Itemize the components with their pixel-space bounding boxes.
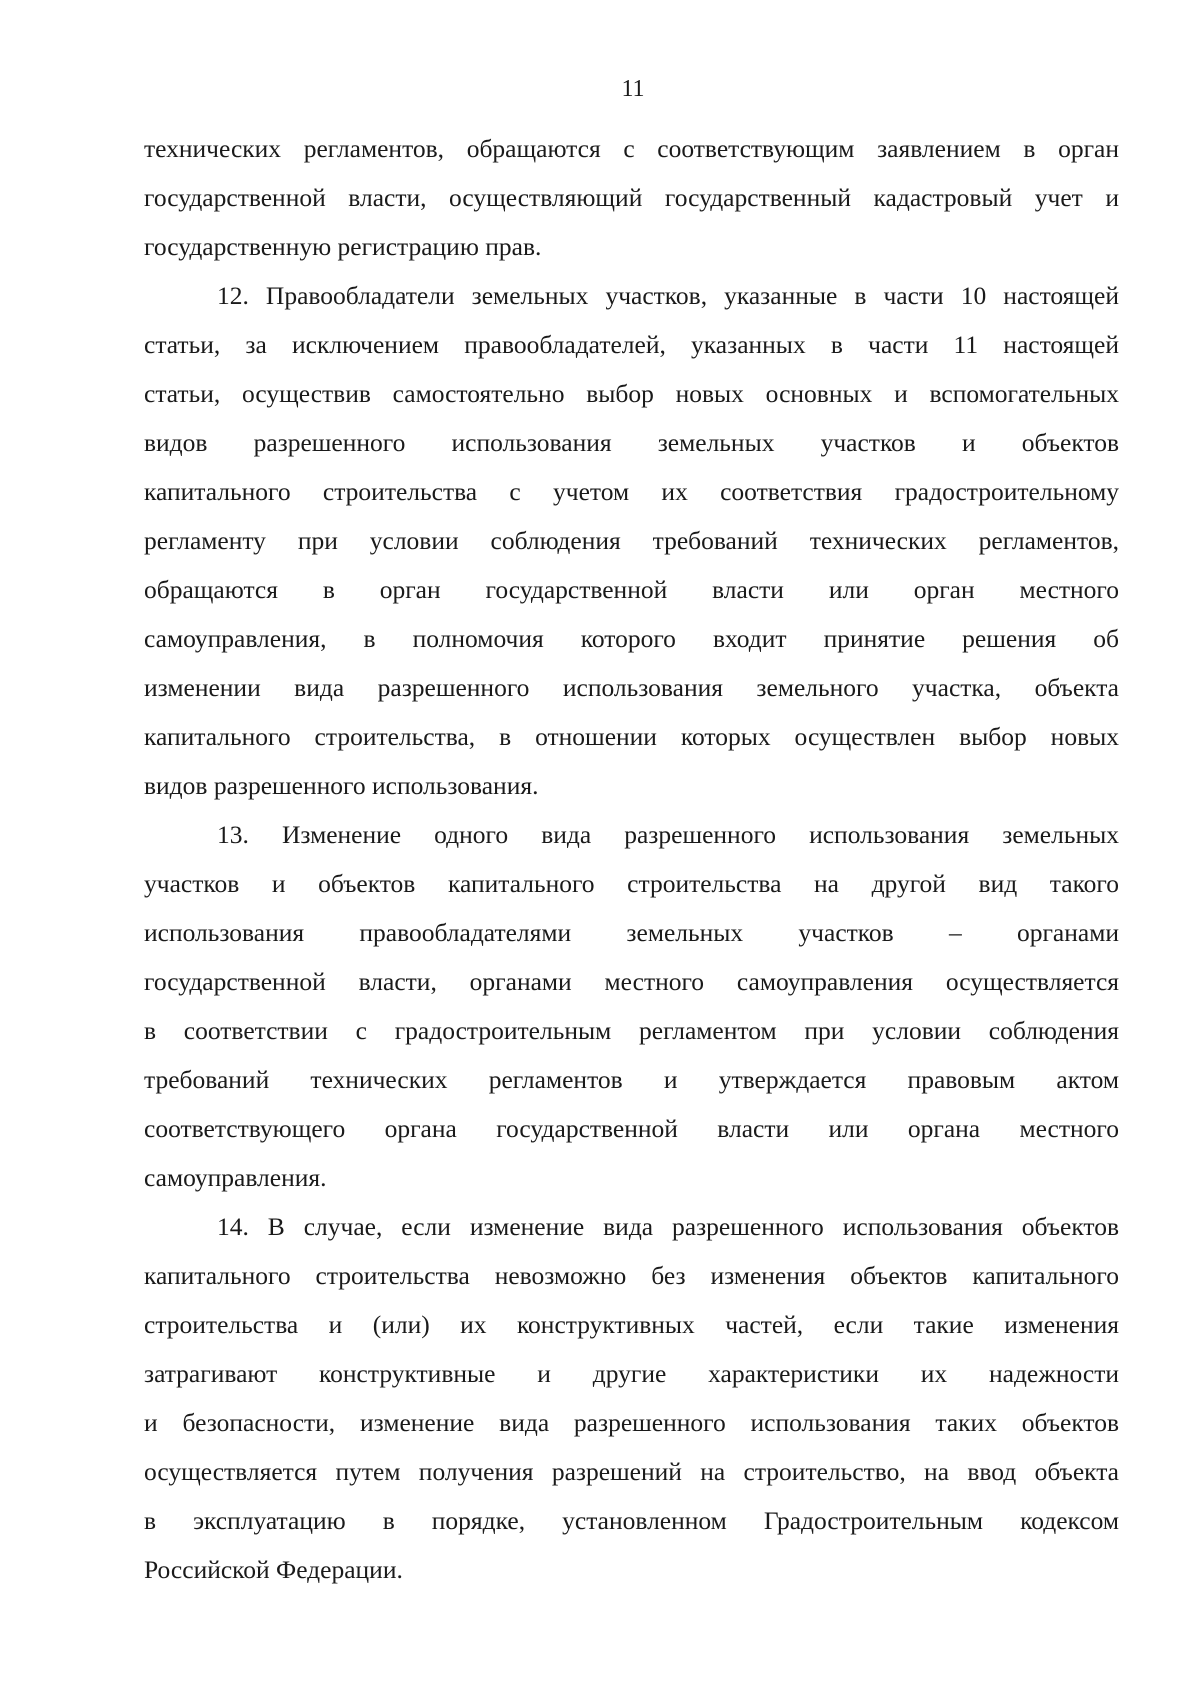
text-line: капитального строительства, в отношении которых осуществлен выбор новых: [144, 722, 1119, 751]
text-line: в эксплуатацию в порядке, установленном Градостроительным кодексом: [144, 1506, 1119, 1535]
document-body: [144, 124, 1119, 1594]
text-line: государственную регистрацию прав.: [144, 232, 542, 261]
text-line: 12. Правообладатели земельных участков, указанные в части 10 настоящей: [217, 281, 1119, 310]
text-line: самоуправления.: [144, 1163, 327, 1192]
paragraph-item-12: [144, 271, 1119, 810]
text-line: технических регламентов, обращаются с соответствующим заявлением в орган: [144, 134, 1119, 163]
text-line: участков и объектов капитального строительства на другой вид такого: [144, 869, 1119, 898]
text-line: регламенту при условии соблюдения требований технических регламентов,: [144, 526, 1119, 555]
text-line: и безопасности, изменение вида разрешенного использования таких объектов: [144, 1408, 1119, 1437]
paragraph-continuation: [144, 124, 1119, 271]
page-number: 11: [621, 76, 645, 102]
text-line: обращаются в орган государственной власти или орган местного: [144, 575, 1119, 604]
text-line: видов разрешенного использования земельных участков и объектов: [144, 428, 1119, 457]
text-line: 13. Изменение одного вида разрешенного использования земельных: [217, 820, 1119, 849]
text-line: государственной власти, органами местного самоуправления осуществляется: [144, 967, 1119, 996]
text-line: видов разрешенного использования.: [144, 771, 539, 800]
text-line: изменении вида разрешенного использования земельного участка, объекта: [144, 673, 1119, 702]
text-line: статьи, за исключением правообладателей, указанных в части 11 настоящей: [144, 330, 1119, 359]
text-line: в соответствии с градостроительным регламентом при условии соблюдения: [144, 1016, 1119, 1045]
text-line: самоуправления, в полномочия которого входит принятие решения об: [144, 624, 1119, 653]
paragraph-item-13: [144, 810, 1119, 1202]
text-line: строительства и (или) их конструктивных частей, если такие изменения: [144, 1310, 1119, 1339]
text-line: требований технических регламентов и утверждается правовым актом: [144, 1065, 1119, 1094]
text-line: соответствующего органа государственной власти или органа местного: [144, 1114, 1119, 1143]
text-line: статьи, осуществив самостоятельно выбор новых основных и вспомогательных: [144, 379, 1119, 408]
text-line: капитального строительства невозможно без изменения объектов капитального: [144, 1261, 1119, 1290]
text-line: государственной власти, осуществляющий государственный кадастровый учет и: [144, 183, 1119, 212]
text-line: 14. В случае, если изменение вида разрешенного использования объектов: [217, 1212, 1119, 1241]
text-line: использования правообладателями земельных участков – органами: [144, 918, 1119, 947]
paragraph-item-14: [144, 1202, 1119, 1594]
text-line: осуществляется путем получения разрешений на строительство, на ввод объекта: [144, 1457, 1119, 1486]
text-line: затрагивают конструктивные и другие характеристики их надежности: [144, 1359, 1119, 1388]
text-line: Российской Федерации.: [144, 1555, 403, 1584]
text-line: капитального строительства с учетом их соответствия градостроительному: [144, 477, 1119, 506]
